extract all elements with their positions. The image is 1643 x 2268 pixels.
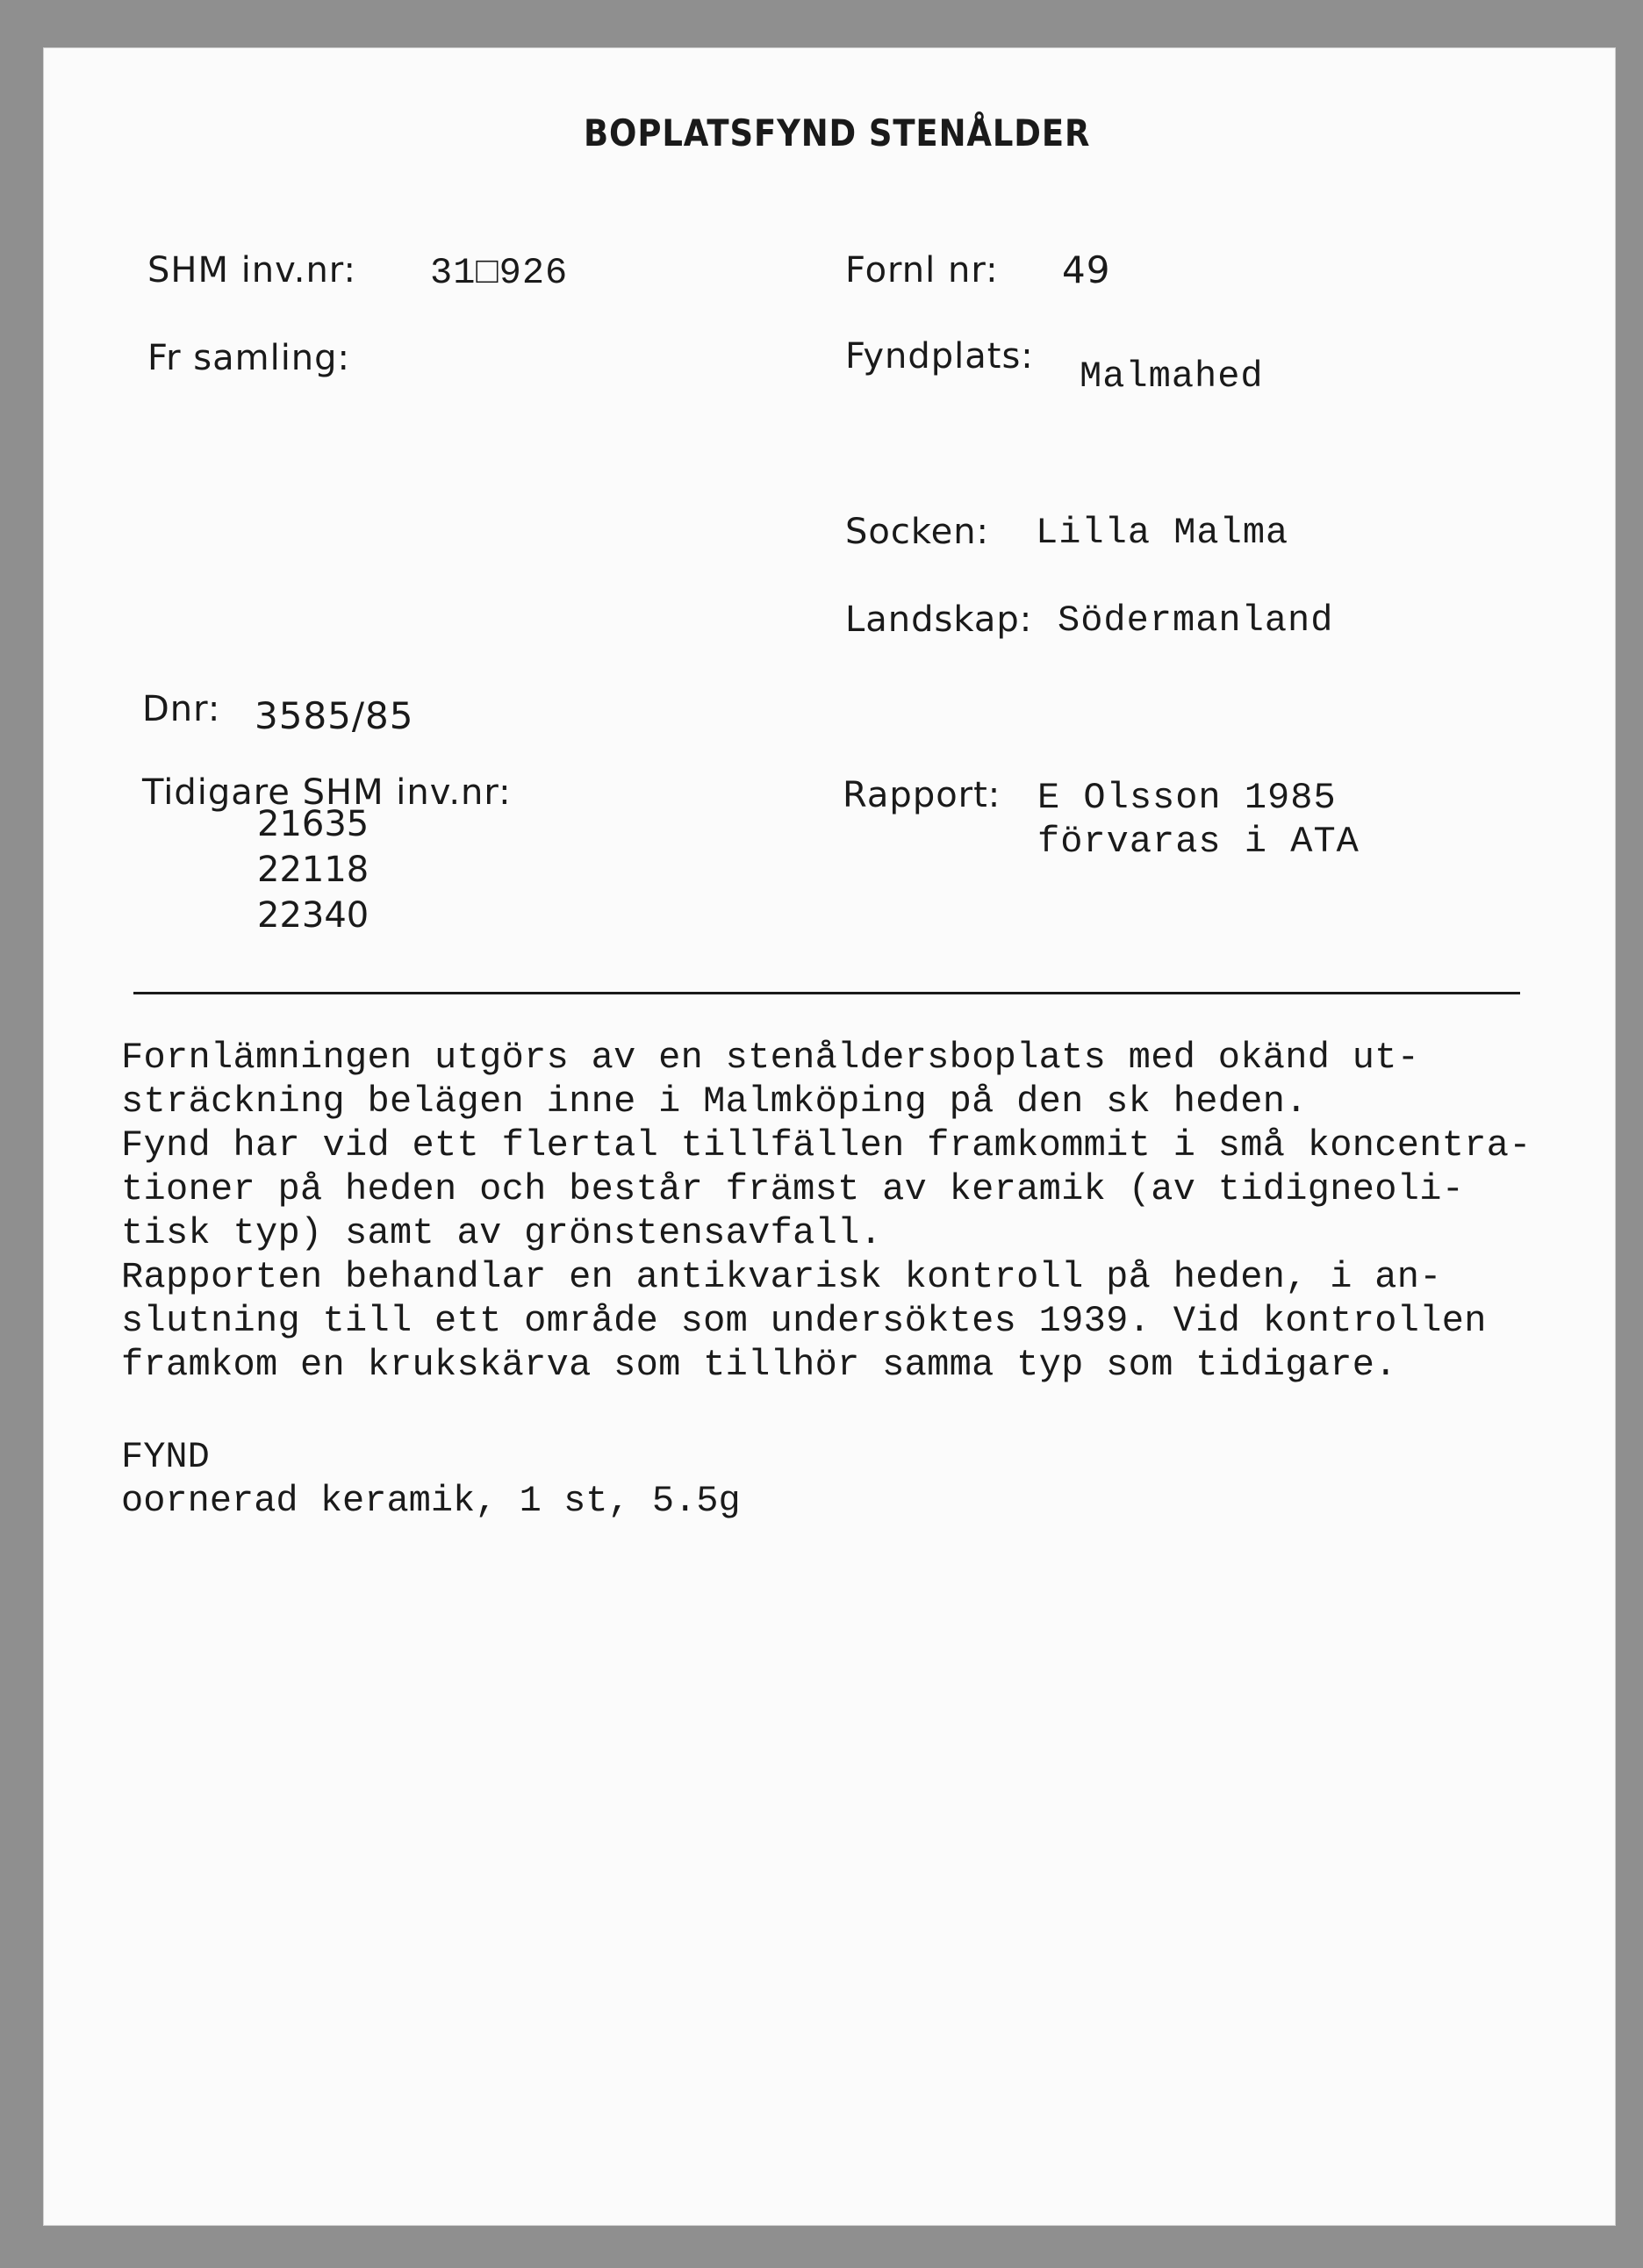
fyndplats-label: Fyndplats: xyxy=(845,336,1034,377)
socken-value: Lilla Malma xyxy=(1036,512,1289,554)
card-heading: BOPLATSFYND STENÅLDER xyxy=(584,111,1091,154)
dnr-label: Dnr: xyxy=(142,689,221,729)
rapport-label: Rapport: xyxy=(843,775,1001,815)
catalog-card xyxy=(44,48,1615,2225)
fornl-label: Fornl nr: xyxy=(845,250,999,291)
shm-inv-label: SHM inv.nr: xyxy=(147,250,357,291)
description-line: Rapporten behandlar en antikvarisk kontroll på heden, i an- xyxy=(121,1256,1442,1298)
description-line: tisk typ) samt av grönstensavfall. xyxy=(121,1212,883,1254)
finds-heading: FYND xyxy=(121,1436,210,1478)
socken-label: Socken: xyxy=(845,512,990,552)
tidigare-value: 22118 xyxy=(257,850,369,890)
landskap-value: Södermanland xyxy=(1058,599,1334,642)
divider xyxy=(133,992,1520,994)
description-text xyxy=(121,1036,1613,1387)
shm-inv-value: 31□926 xyxy=(430,252,569,294)
landskap-label: Landskap: xyxy=(845,599,1033,640)
fornl-value: 49 xyxy=(1062,248,1111,291)
fr-samling-label: Fr samling: xyxy=(147,338,351,378)
tidigare-value: 21635 xyxy=(257,804,369,844)
tidigare-value: 22340 xyxy=(257,895,369,936)
description-line: sträckning belägen inne i Malmköping på den sk heden. xyxy=(121,1080,1308,1123)
fyndplats-value: Malmahed xyxy=(1080,355,1264,398)
description-line: slutning till ett område som undersöktes 1939. Vid kontrollen xyxy=(121,1300,1487,1342)
rapport-line: E Olsson 1985 xyxy=(1037,777,1337,819)
finds-item: oornerad keramik, 1 st, 5.5g xyxy=(121,1480,741,1522)
description-line: framkom en krukskärva som tillhör samma typ som tidigare. xyxy=(121,1344,1397,1386)
tidigare-label: Tidigare SHM inv.nr: xyxy=(142,772,512,813)
description-line: tioner på heden och består främst av keramik (av tidigneoli- xyxy=(121,1168,1465,1210)
dnr-value: 3585/85 xyxy=(255,694,414,737)
description-line: Fornlämningen utgörs av en stenåldersboplats med okänd ut- xyxy=(121,1037,1420,1079)
tidigare-values xyxy=(257,801,369,938)
description-line: Fynd har vid ett flertal tillfällen framkommit i små koncentra- xyxy=(121,1124,1532,1166)
rapport-line: förvaras i ATA xyxy=(1037,821,1360,863)
finds-section xyxy=(121,1435,741,1523)
